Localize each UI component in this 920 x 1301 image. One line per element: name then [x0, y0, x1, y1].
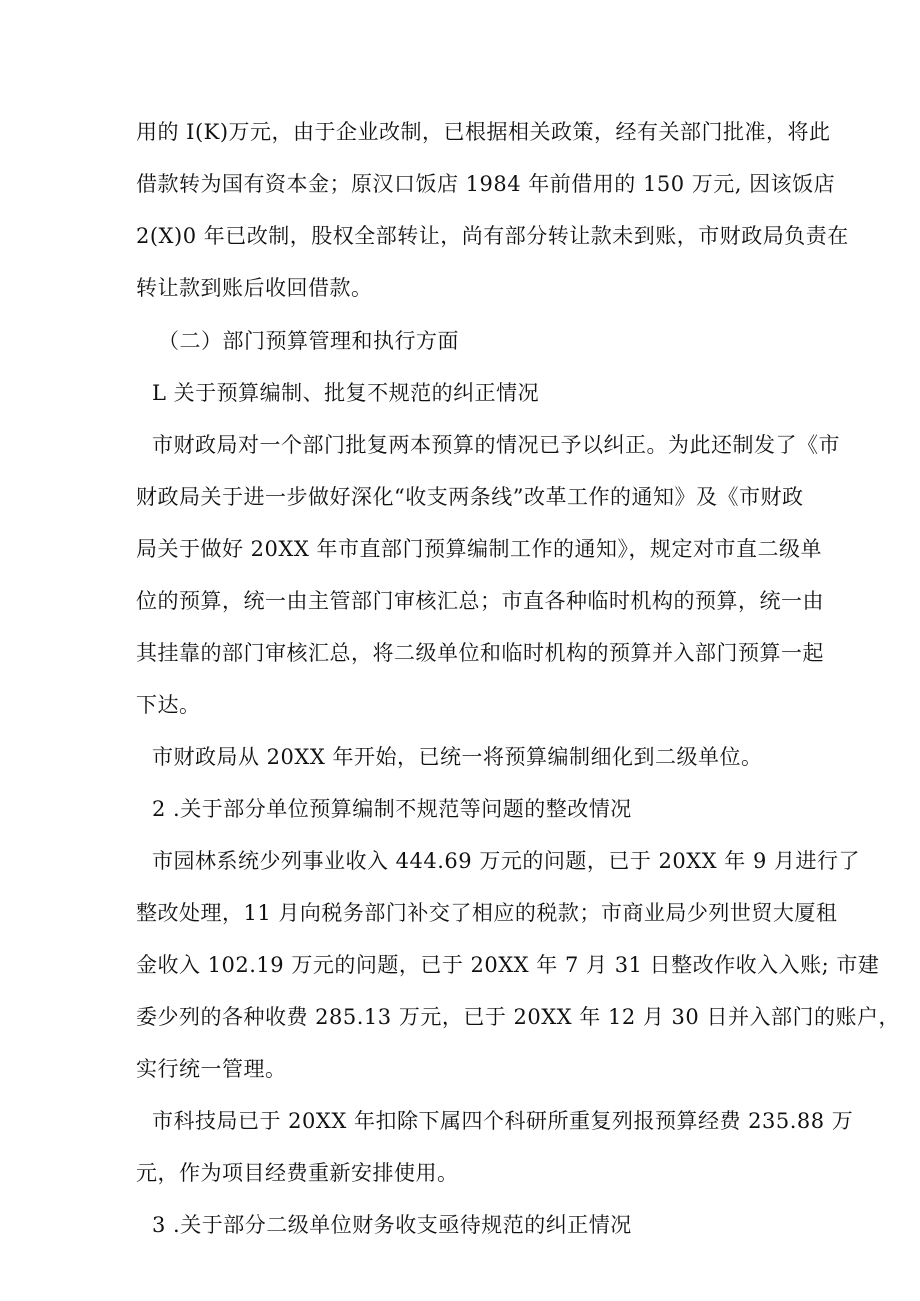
- paragraph-line: 下达。: [136, 693, 201, 717]
- paragraph-line: 位的预算，统一由主管部门审核汇总；市直各种临时机构的预算，统一由: [136, 589, 824, 613]
- paragraph-line: 实行统一管理。: [136, 1057, 287, 1081]
- subsection-heading: 3 .关于部分二级单位财务收支亟待规范的纠正情况: [152, 1213, 632, 1237]
- paragraph-line: 财政局关于进一步做好深化“收支两条线”改革工作的通知》及《市财政: [136, 485, 804, 509]
- paragraph-line: 市财政局对一个部门批复两本预算的情况已予以纠正。为此还制发了《市: [152, 433, 840, 457]
- paragraph-line: 整改处理，11 月向税务部门补交了相应的税款；市商业局少列世贸大厦租: [136, 901, 838, 925]
- paragraph-line: 借款转为国有资本金；原汉口饭店 1984 年前借用的 150 万元, 因该饭店: [136, 172, 836, 196]
- paragraph-line: 市园林系统少列事业收入 444.69 万元的问题，已于 20XX 年 9 月进行了: [152, 849, 861, 873]
- section-heading: （二）部门预算管理和执行方面: [158, 329, 459, 353]
- paragraph-line: 元，作为项目经费重新安排使用。: [136, 1161, 459, 1185]
- paragraph-line: 其挂靠的部门审核汇总，将二级单位和临时机构的预算并入部门预算一起: [136, 641, 824, 665]
- paragraph-line: 委少列的各种收费 285.13 万元，已于 20XX 年 12 月 30 日并入部门的账户，: [136, 1005, 900, 1029]
- paragraph-line: 金收入 102.19 万元的问题，已于 20XX 年 7 月 31 日整改作收入入账; 市建: [136, 953, 880, 977]
- paragraph-line: 用的 I(K)万元，由于企业改制，已根据相关政策，经有关部门批准，将此: [136, 120, 831, 144]
- paragraph-line: 市财政局从 20XX 年开始，已统一将预算编制细化到二级单位。: [152, 745, 763, 769]
- subsection-heading: L 关于预算编制、批复不规范的纠正情况: [152, 381, 540, 405]
- paragraph-line: 局关于做好 20XX 年市直部门预算编制工作的通知》，规定对市直二级单: [136, 537, 822, 561]
- paragraph-line: 转让款到账后收回借款。: [136, 276, 373, 300]
- paragraph-line: 2(X)0 年已改制，股权全部转让，尚有部分转让款未到账，市财政局负责在: [136, 224, 849, 248]
- paragraph-line: 市科技局已于 20XX 年扣除下属四个科研所重复列报预算经费 235.88 万: [152, 1109, 854, 1133]
- subsection-heading: 2 .关于部分单位预算编制不规范等问题的整改情况: [152, 797, 632, 821]
